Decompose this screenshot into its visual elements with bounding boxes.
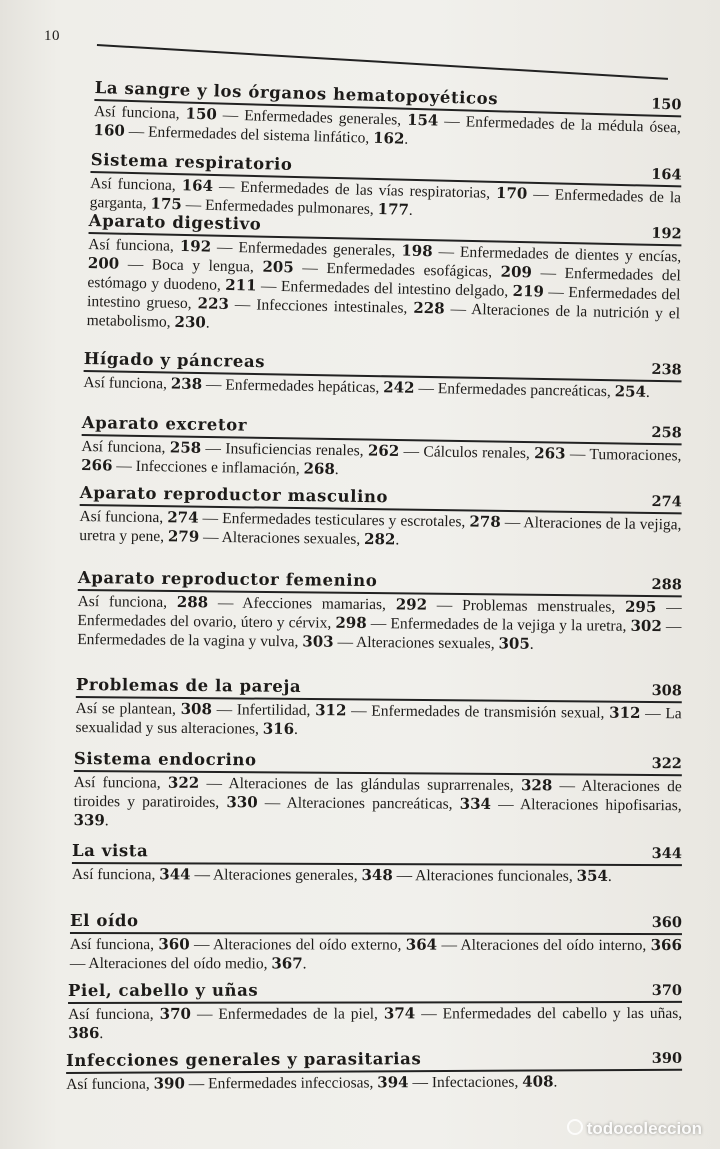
entry-page-number: 258	[169, 438, 202, 457]
entry-label: Problemas menstruales	[462, 597, 612, 616]
entry-label: Enfermedades de la garganta	[89, 186, 682, 213]
section-page-number: 308	[651, 682, 682, 700]
entry-label: Alteraciones de tiroides y paratiroides	[73, 777, 682, 811]
entry-label: Enfermedades hepáticas	[225, 376, 376, 397]
entry-page-number: 360	[158, 935, 190, 954]
section-entries: Así se plantean, 308 — Infertilidad, 312 — Enfermedades de transmisión sexual, 312 — La sexualidad y sus alteraciones, 316.	[75, 699, 682, 738]
entry-label: La sexualidad y sus alteraciones	[75, 705, 682, 738]
entry-page-number: 262	[367, 441, 400, 460]
section-page-number: 370	[651, 981, 683, 999]
section-entries: Así funciona, 274 — Enfermedades testiculares y escrotales, 278 — Alteraciones de la vejiga, uretra y pene, 279 — Alteraciones sexuales, 282.	[79, 507, 682, 549]
entry-label: Alteraciones generales	[212, 866, 354, 884]
section-heading-row	[66, 1048, 682, 1074]
entry-page-number: 162	[372, 128, 405, 148]
entry-label: Enfermedades pancreáticas	[437, 380, 608, 401]
entry-page-number: 160	[93, 120, 126, 140]
section-title: Problemas de la pareja	[75, 675, 302, 696]
entry-page-number: 288	[176, 593, 209, 612]
toc-section	[79, 483, 682, 553]
entry-label: Enfermedades del cabello y las uñas	[442, 1004, 679, 1023]
section-entries: Así funciona, 258 — Insuficiencias renales, 262 — Cálculos renales, 263 — Tumoraciones, 266 — Infecciones e inflamación, 268.	[81, 437, 682, 479]
entry-label: Alteraciones funcionales	[415, 867, 569, 885]
entry-label: Así funciona	[81, 437, 162, 457]
entry-page-number: 305	[498, 634, 530, 653]
section-page-number: 192	[651, 224, 682, 243]
entry-label: Enfermedades de las vías respiratorias	[240, 178, 487, 202]
entry-page-number: 344	[159, 865, 191, 884]
entry-label: Enfermedades de dientes y encías	[459, 243, 678, 266]
section-entries: Así funciona, 150 — Enfermedades generales, 154 — Enfermedades de la médula ósea, 160 — Enfermedades del sistema linfático, 162.	[93, 102, 682, 148]
entry-page-number: 394	[377, 1073, 409, 1092]
watermark-logo-icon	[567, 1119, 583, 1135]
section-page-number: 344	[651, 845, 682, 863]
section-heading-row	[74, 749, 682, 776]
entry-label: Así funciona	[68, 1005, 150, 1023]
section-title: Sistema endocrino	[73, 749, 257, 770]
entry-label: Alteraciones hipofisarias	[519, 796, 678, 815]
entry-page-number: 205	[262, 257, 294, 277]
entry-page-number: 223	[197, 294, 230, 313]
section-heading-row	[68, 980, 682, 1004]
entry-label: Infecciones intestinales	[256, 296, 404, 317]
entry-page-number: 348	[361, 866, 393, 885]
entry-page-number: 278	[469, 512, 501, 531]
entry-page-number: 328	[520, 776, 553, 795]
section-page-number: 360	[651, 914, 682, 932]
entry-page-number: 170	[495, 183, 528, 203]
entry-label: Insuficiencias renales	[225, 440, 360, 460]
entry-page-number: 266	[81, 455, 113, 475]
toc-section	[73, 749, 682, 834]
section-title: El oído	[69, 911, 139, 931]
entry-label: Infectaciones	[431, 1073, 515, 1092]
section-entries: Así funciona, 192 — Enfermedades generales, 198 — Enfermedades de dientes y encías, 200 — Boca y lengua, 205 — Enfermedades esofágicas, 209 — Enfermedades del estómago y duodeno, 211 — Enfermedades del intestino delgado, 219 — Enfermedades del intestino grueso, 223 — Infecciones intestinales, 228 — Alteraciones de la nutrición y el metabolismo, 230.	[86, 235, 682, 332]
entry-page-number: 386	[68, 1023, 100, 1042]
entry-page-number: 302	[630, 616, 662, 636]
entry-page-number: 367	[271, 954, 303, 973]
entry-label: Así funciona	[79, 507, 160, 527]
entry-label: Así funciona	[89, 174, 173, 194]
section-heading-row	[72, 841, 682, 866]
entry-page-number: 154	[406, 110, 439, 130]
entry-label: Así funciona	[66, 1075, 146, 1093]
entry-label: Alteraciones del oído medio	[88, 955, 264, 973]
entry-label: Enfermedades del estómago y duodeno	[87, 264, 681, 294]
entry-page-number: 390	[153, 1074, 185, 1093]
entry-label: Así funciona	[73, 773, 157, 792]
toc-section	[93, 78, 682, 156]
page-number: 10	[44, 28, 60, 44]
section-entries: Así funciona, 344 — Alteraciones generales, 348 — Alteraciones funcionales, 354.	[71, 865, 612, 885]
entry-label: Alteraciones de la vejiga, uretra y pene	[79, 514, 682, 546]
toc-section	[75, 675, 682, 742]
entry-page-number: 366	[650, 936, 682, 955]
entry-label: Enfermedades del intestino grueso	[86, 284, 681, 313]
section-page-number: 322	[651, 755, 682, 773]
watermark	[567, 1119, 702, 1139]
entry-label: Alteraciones de las glándulas suprarrenales	[228, 775, 510, 795]
entry-page-number: 374	[383, 1004, 416, 1023]
entry-label: Así funciona	[77, 592, 164, 611]
entry-page-number: 312	[315, 701, 347, 720]
entry-label: Alteraciones sexuales	[355, 633, 491, 653]
entry-page-number: 312	[609, 703, 641, 722]
entry-label: Boca y lengua	[151, 256, 251, 276]
section-title: Piel, cabello y uñas	[68, 980, 259, 1000]
entry-page-number: 242	[383, 378, 415, 397]
entry-label: Alteraciones del oído interno	[460, 936, 643, 954]
toc-section	[81, 413, 682, 484]
entry-page-number: 192	[179, 236, 212, 256]
entry-page-number: 209	[500, 262, 533, 282]
entry-label: Enfermedades testiculares y escrotales	[222, 509, 462, 531]
section-entries: Así funciona, 390 — Enfermedades infecciosas, 394 — Infectaciones, 408.	[66, 1072, 558, 1093]
entry-page-number: 228	[413, 298, 445, 318]
section-entries: Así funciona, 370 — Enfermedades de la piel, 374 — Enfermedades del cabello y las uñas, 386.	[68, 1004, 683, 1042]
entry-label: Así funciona	[69, 935, 151, 954]
entry-label: Enfermedades generales	[238, 239, 392, 260]
section-page-number: 274	[651, 492, 682, 511]
entry-page-number: 219	[512, 281, 545, 301]
entry-page-number: 292	[395, 595, 428, 614]
entry-label: Enfermedades del intestino delgado	[280, 278, 505, 300]
entry-label: Enfermedades generales	[243, 107, 398, 129]
entry-page-number: 200	[87, 253, 120, 273]
entry-label: Enfermedades de la médula ósea	[465, 113, 678, 137]
toc-section	[70, 911, 682, 974]
entry-page-number: 408	[522, 1072, 554, 1091]
toc-section	[72, 841, 682, 886]
entry-page-number: 164	[181, 176, 214, 195]
entry-page-number: 263	[534, 444, 566, 463]
section-title: La sangre y los órganos hematopoyéticos	[94, 78, 499, 109]
entry-label: Así funciona	[83, 373, 164, 393]
section-entries: Así funciona, 164 — Enfermedades de las vías respiratorias, 170 — Enfermedades de la garganta, 175 — Enfermedades pulmonares, 177.	[89, 174, 682, 219]
section-title: Hígado y páncreas	[83, 349, 266, 372]
entry-page-number: 308	[180, 699, 213, 719]
section-entries: Así funciona, 360 — Alteraciones del oído externo, 364 — Alteraciones del oído interno, 366 — Alteraciones del oído medio, 367.	[69, 935, 682, 973]
entry-page-number: 282	[363, 529, 396, 549]
entry-label: Enfermedades de la vagina y vulva	[77, 630, 295, 651]
section-heading-row	[70, 911, 682, 935]
entry-label: Infecciones e inflamación	[135, 457, 296, 478]
entry-label: Infertilidad	[236, 701, 307, 720]
section-title: Aparato digestivo	[88, 211, 262, 234]
entry-page-number: 303	[302, 632, 334, 651]
entry-label: Enfermedades de transmisión sexual	[371, 702, 601, 722]
section-page-number: 238	[651, 360, 682, 379]
entry-label: Enfermedades de la piel	[218, 1005, 375, 1023]
entry-label: Enfermedades infecciosas	[208, 1074, 370, 1093]
section-title: Aparato excretor	[81, 413, 248, 435]
entry-page-number: 238	[170, 374, 203, 394]
entry-page-number: 330	[226, 793, 258, 812]
entry-label: Alteraciones de la nutrición y el metabolismo	[86, 301, 681, 331]
entry-page-number: 339	[73, 810, 105, 830]
entry-page-number: 364	[405, 935, 438, 954]
entry-label: Enfermedades pulmonares	[204, 196, 371, 218]
entry-label: Enfermedades del sistema linfático	[147, 123, 366, 147]
section-title: Aparato reproductor femenino	[77, 568, 378, 591]
entry-label: Así se plantean	[75, 699, 173, 718]
entry-page-number: 268	[303, 459, 336, 478]
entry-page-number: 370	[159, 1004, 191, 1023]
section-title: Aparato reproductor masculino	[79, 483, 389, 507]
toc-section	[68, 980, 682, 1043]
section-title: Infecciones generales y parasitarias	[66, 1049, 422, 1070]
section-page-number: 288	[651, 576, 682, 594]
toc-section	[66, 1048, 682, 1094]
entry-page-number: 334	[459, 794, 492, 813]
section-entries: Así funciona, 238 — Enfermedades hepáticas, 242 — Enfermedades pancreáticas, 254.	[83, 373, 650, 401]
entry-page-number: 211	[225, 275, 257, 295]
entry-label: Alteraciones del oído externo	[213, 936, 398, 954]
entry-label: Enfermedades del ovario, útero y cérvix	[77, 611, 328, 632]
entry-page-number: 230	[174, 312, 207, 332]
section-title: La vista	[71, 841, 149, 861]
header-rule	[97, 44, 668, 80]
section-entries: Así funciona, 288 — Afecciones mamarias, 292 — Problemas menstruales, 295 — Enfermedades del ovario, útero y cérvix, 298 — Enfermedades de la vejiga y la uretra, 302 — Enfermedades de la vagina y vulva, 303 — Alteraciones sexuales, 305.	[77, 592, 682, 653]
entry-label: Así funciona	[93, 102, 176, 123]
entry-page-number: 279	[167, 527, 200, 546]
toc-section	[83, 349, 682, 402]
entry-label: Afecciones mamarias	[242, 594, 383, 614]
entry-page-number: 298	[335, 613, 367, 633]
entry-label: Tumoraciones	[589, 445, 678, 465]
entry-page-number: 354	[576, 866, 608, 885]
entry-page-number: 322	[167, 773, 200, 792]
section-page-number: 150	[650, 95, 682, 114]
entry-page-number: 175	[150, 194, 183, 214]
section-page-number: 258	[651, 423, 682, 442]
watermark-text: todocoleccion	[586, 1119, 702, 1138]
entry-page-number: 198	[401, 241, 433, 261]
section-entries: Así funciona, 322 — Alteraciones de las glándulas suprarrenales, 328 — Alteraciones de tiroides y paratiroides, 330 — Alteraciones pancreáticas, 334 — Alteraciones hipofisarias, 339.	[73, 773, 682, 830]
entry-label: Enfermedades esofágicas	[326, 259, 489, 281]
entry-page-number: 274	[167, 508, 199, 527]
entry-label: Alteraciones sexuales	[221, 528, 357, 548]
entry-page-number: 295	[624, 597, 657, 617]
entry-page-number: 150	[185, 104, 218, 124]
section-page-number: 390	[651, 1049, 683, 1067]
section-page-number: 164	[651, 165, 682, 184]
toc-section	[87, 211, 682, 342]
entry-page-number: 316	[262, 719, 295, 738]
entry-label: Así funciona	[88, 235, 171, 255]
entry-page-number: 177	[377, 200, 410, 219]
entry-label: Alteraciones pancreáticas	[286, 794, 449, 813]
entry-label: Cálculos renales	[423, 443, 527, 462]
toc-section	[77, 568, 682, 655]
entry-label: Así funciona	[71, 865, 152, 884]
entry-page-number: 254	[614, 382, 647, 401]
section-title: Sistema respiratorio	[90, 150, 293, 174]
entry-label: Enfermedades de la vejiga y la uretra	[390, 615, 623, 635]
